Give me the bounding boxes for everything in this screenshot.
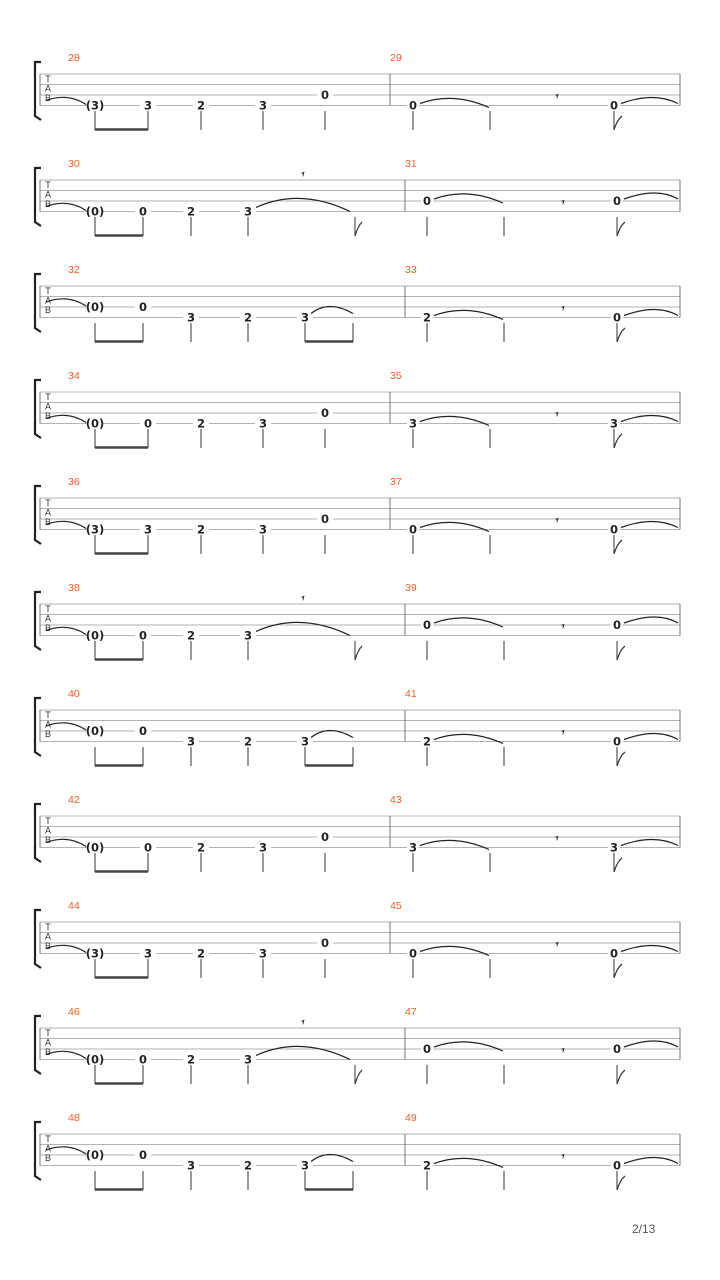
fret-number: 0 xyxy=(612,194,622,208)
fret-number: 2 xyxy=(196,522,206,537)
fret-number: 2 xyxy=(196,416,206,431)
fret-number: 0 xyxy=(612,618,622,632)
fret-number: 3 xyxy=(609,416,619,431)
eighth-rest: 𝄾 xyxy=(561,1043,565,1057)
fret-number: 2 xyxy=(243,734,253,749)
tab-clef-letter: T xyxy=(45,1134,51,1144)
note-flag xyxy=(617,1070,625,1084)
tie-arc xyxy=(46,415,86,422)
tab-clef-letter: B xyxy=(44,93,52,103)
fret-number: 3 xyxy=(143,98,153,113)
eighth-rest: 𝄾 xyxy=(555,407,559,421)
note-flag xyxy=(614,434,622,448)
tie-arc xyxy=(624,1158,678,1164)
eighth-rest: 𝄾 xyxy=(301,1015,305,1029)
tab-clef-letter: T xyxy=(45,922,51,932)
tie-arc xyxy=(624,617,678,623)
tab-clef-letter: T xyxy=(45,498,51,508)
fret-number: 2 xyxy=(196,98,206,113)
tie-arc xyxy=(46,521,86,528)
tab-clef-letter: B xyxy=(44,1047,52,1057)
tab-clef-letter: T xyxy=(45,604,51,614)
tie-arc xyxy=(256,1046,350,1059)
tab-clef-letter: A xyxy=(44,719,52,730)
eighth-rest: 𝄾 xyxy=(561,195,565,209)
tab-clef-letter: A xyxy=(44,825,52,836)
fret-number: 3 xyxy=(258,98,268,113)
tie-arc xyxy=(311,1155,353,1162)
fret-number: 0 xyxy=(612,734,622,749)
tab-clef-letter: A xyxy=(44,613,52,624)
fret-number: 3 xyxy=(186,310,196,325)
fret-number: 0 xyxy=(320,406,330,420)
measure-number: 45 xyxy=(390,900,402,912)
tab-clef-letter: B xyxy=(44,1153,52,1163)
fret-number: 0 xyxy=(612,1158,622,1173)
measure-number: 39 xyxy=(405,582,417,594)
note-flag xyxy=(614,116,622,130)
fret-number: 2 xyxy=(186,1052,196,1067)
fret-number: 2 xyxy=(243,310,253,325)
fret-number: 3 xyxy=(300,1158,310,1173)
tie-arc xyxy=(434,194,503,203)
tab-clef-letter: B xyxy=(44,199,52,209)
fret-number: (3) xyxy=(85,98,105,113)
fret-number: (3) xyxy=(85,522,105,537)
fret-number: 3 xyxy=(408,416,418,431)
fret-number: 3 xyxy=(258,522,268,537)
fret-number: 2 xyxy=(422,734,432,749)
note-flag xyxy=(617,646,625,660)
fret-number: 3 xyxy=(143,946,153,961)
measure-number: 33 xyxy=(405,264,417,276)
tab-clef-letter: A xyxy=(44,507,52,518)
fret-number: 0 xyxy=(143,840,153,855)
tab-clef-letter: A xyxy=(44,1143,52,1154)
fret-number: 0 xyxy=(408,946,418,961)
tie-arc xyxy=(256,622,350,635)
measure-number: 48 xyxy=(68,1112,80,1124)
note-flag xyxy=(617,222,625,236)
fret-number: 0 xyxy=(138,300,148,314)
measure-number: 35 xyxy=(390,370,402,382)
eighth-rest: 𝄾 xyxy=(555,831,559,845)
fret-number: (0) xyxy=(85,416,105,431)
measure-number: 47 xyxy=(405,1006,417,1018)
measure-number: 31 xyxy=(405,158,417,170)
tie-arc xyxy=(624,734,678,740)
fret-number: 0 xyxy=(422,194,432,208)
measure-number: 40 xyxy=(68,688,80,700)
tab-clef-letter: T xyxy=(45,180,51,190)
eighth-rest: 𝄾 xyxy=(301,167,305,181)
tie-arc xyxy=(434,1158,503,1167)
tie-arc xyxy=(420,416,489,425)
fret-number: 0 xyxy=(609,98,619,113)
tab-clef-letter: B xyxy=(44,623,52,633)
note-flag xyxy=(617,752,625,766)
fret-number: 0 xyxy=(408,522,418,537)
eighth-rest: 𝄾 xyxy=(555,513,559,527)
eighth-rest: 𝄾 xyxy=(561,619,565,633)
fret-number: 0 xyxy=(609,522,619,537)
fret-number: 0 xyxy=(138,1052,148,1067)
fret-number: 0 xyxy=(422,1042,432,1056)
note-flag xyxy=(617,328,625,342)
fret-number: 2 xyxy=(186,204,196,219)
tab-clef-letter: T xyxy=(45,816,51,826)
measure-number: 28 xyxy=(68,52,80,64)
tab-clef-letter: T xyxy=(45,286,51,296)
tab-clef-letter: A xyxy=(44,931,52,942)
eighth-rest: 𝄾 xyxy=(555,937,559,951)
note-flag xyxy=(355,1070,362,1084)
tie-arc xyxy=(621,522,678,528)
tie-arc xyxy=(624,1041,678,1047)
tie-arc xyxy=(621,416,678,422)
tab-clef-letter: T xyxy=(45,392,51,402)
page-number: 2/13 xyxy=(632,1222,656,1236)
eighth-rest: 𝄾 xyxy=(561,301,565,315)
tab-clef-letter: B xyxy=(44,305,52,315)
fret-number: 0 xyxy=(320,512,330,526)
fret-number: 3 xyxy=(243,1052,253,1067)
fret-number: 0 xyxy=(138,1148,148,1162)
tie-arc xyxy=(46,1051,86,1058)
fret-number: 0 xyxy=(138,628,148,643)
tie-arc xyxy=(420,522,489,531)
tie-arc xyxy=(434,734,503,743)
tab-clef-letter: A xyxy=(44,295,52,306)
eighth-rest: 𝄾 xyxy=(555,89,559,103)
tie-arc xyxy=(624,193,678,199)
fret-number: 0 xyxy=(612,1042,622,1056)
measure-number: 34 xyxy=(68,370,80,382)
tie-arc xyxy=(420,98,489,107)
tie-arc xyxy=(420,946,489,955)
tie-arc xyxy=(46,723,86,730)
tie-arc xyxy=(46,627,86,634)
note-flag xyxy=(614,858,622,872)
fret-number: 2 xyxy=(422,1158,432,1173)
note-flag xyxy=(355,646,362,660)
fret-number: 3 xyxy=(186,1158,196,1173)
measure-number: 38 xyxy=(68,582,80,594)
fret-number: (0) xyxy=(85,1052,105,1067)
tie-arc xyxy=(420,840,489,849)
fret-number: 3 xyxy=(243,204,253,219)
fret-number: 3 xyxy=(300,734,310,749)
fret-number: 2 xyxy=(243,1158,253,1173)
fret-number: (3) xyxy=(85,946,105,961)
fret-number: 2 xyxy=(422,310,432,325)
fret-number: (0) xyxy=(85,1148,105,1162)
fret-number: 0 xyxy=(612,310,622,325)
fret-number: 0 xyxy=(143,416,153,431)
tie-arc xyxy=(621,840,678,846)
fret-number: 3 xyxy=(258,840,268,855)
tie-arc xyxy=(256,198,350,211)
eighth-rest: 𝄾 xyxy=(301,591,305,605)
fret-number: (0) xyxy=(85,204,105,219)
note-flag xyxy=(614,964,622,978)
fret-number: 3 xyxy=(258,946,268,961)
tie-arc xyxy=(434,310,503,319)
tie-arc xyxy=(311,731,353,738)
fret-number: 0 xyxy=(138,204,148,219)
fret-number: 2 xyxy=(196,840,206,855)
tie-arc xyxy=(624,310,678,316)
tie-arc xyxy=(621,98,678,104)
tab-clef-letter: B xyxy=(44,729,52,739)
note-flag xyxy=(614,540,622,554)
fret-number: 3 xyxy=(186,734,196,749)
tab-clef-letter: A xyxy=(44,401,52,412)
tie-arc xyxy=(46,945,86,952)
fret-number: (0) xyxy=(85,628,105,643)
note-flag xyxy=(617,1176,625,1190)
measure-number: 30 xyxy=(68,158,80,170)
fret-number: (0) xyxy=(85,724,105,738)
tie-arc xyxy=(311,307,353,314)
fret-number: 0 xyxy=(138,724,148,738)
tie-arc xyxy=(46,839,86,846)
tie-arc xyxy=(621,946,678,952)
fret-number: 2 xyxy=(186,628,196,643)
note-flag xyxy=(355,222,362,236)
tab-clef-letter: T xyxy=(45,74,51,84)
measure-number: 42 xyxy=(68,794,80,806)
tab-clef-letter: T xyxy=(45,1028,51,1038)
measure-number: 41 xyxy=(405,688,417,700)
measure-number: 37 xyxy=(390,476,402,488)
tab-clef-letter: B xyxy=(44,411,52,421)
fret-number: 0 xyxy=(320,830,330,844)
fret-number: 0 xyxy=(320,936,330,950)
tie-arc xyxy=(46,97,86,104)
fret-number: 3 xyxy=(609,840,619,855)
fret-number: 3 xyxy=(143,522,153,537)
tie-arc xyxy=(434,618,503,627)
tie-arc xyxy=(46,1147,86,1154)
tab-clef-letter: A xyxy=(44,83,52,94)
fret-number: (0) xyxy=(85,300,105,314)
tab-clef-letter: B xyxy=(44,835,52,845)
measure-number: 49 xyxy=(405,1112,417,1124)
tie-arc xyxy=(46,299,86,306)
fret-number: (0) xyxy=(85,840,105,855)
tab-clef-letter: A xyxy=(44,1037,52,1048)
tie-arc xyxy=(434,1042,503,1051)
eighth-rest: 𝄾 xyxy=(561,1149,565,1163)
measure-number: 46 xyxy=(68,1006,80,1018)
fret-number: 0 xyxy=(320,88,330,102)
fret-number: 3 xyxy=(408,840,418,855)
tab-clef-letter: B xyxy=(44,517,52,527)
fret-number: 0 xyxy=(408,98,418,113)
measure-number: 32 xyxy=(68,264,80,276)
fret-number: 2 xyxy=(196,946,206,961)
tab-clef-letter: A xyxy=(44,189,52,200)
fret-number: 3 xyxy=(243,628,253,643)
eighth-rest: 𝄾 xyxy=(561,725,565,739)
measure-number: 43 xyxy=(390,794,402,806)
fret-number: 3 xyxy=(300,310,310,325)
tab-clef-letter: B xyxy=(44,941,52,951)
fret-number: 0 xyxy=(609,946,619,961)
tie-arc xyxy=(46,203,86,210)
tab-clef-letter: T xyxy=(45,710,51,720)
fret-number: 3 xyxy=(258,416,268,431)
measure-number: 44 xyxy=(68,900,80,912)
measure-number: 36 xyxy=(68,476,80,488)
fret-number: 0 xyxy=(422,618,432,632)
measure-number: 29 xyxy=(390,52,402,64)
